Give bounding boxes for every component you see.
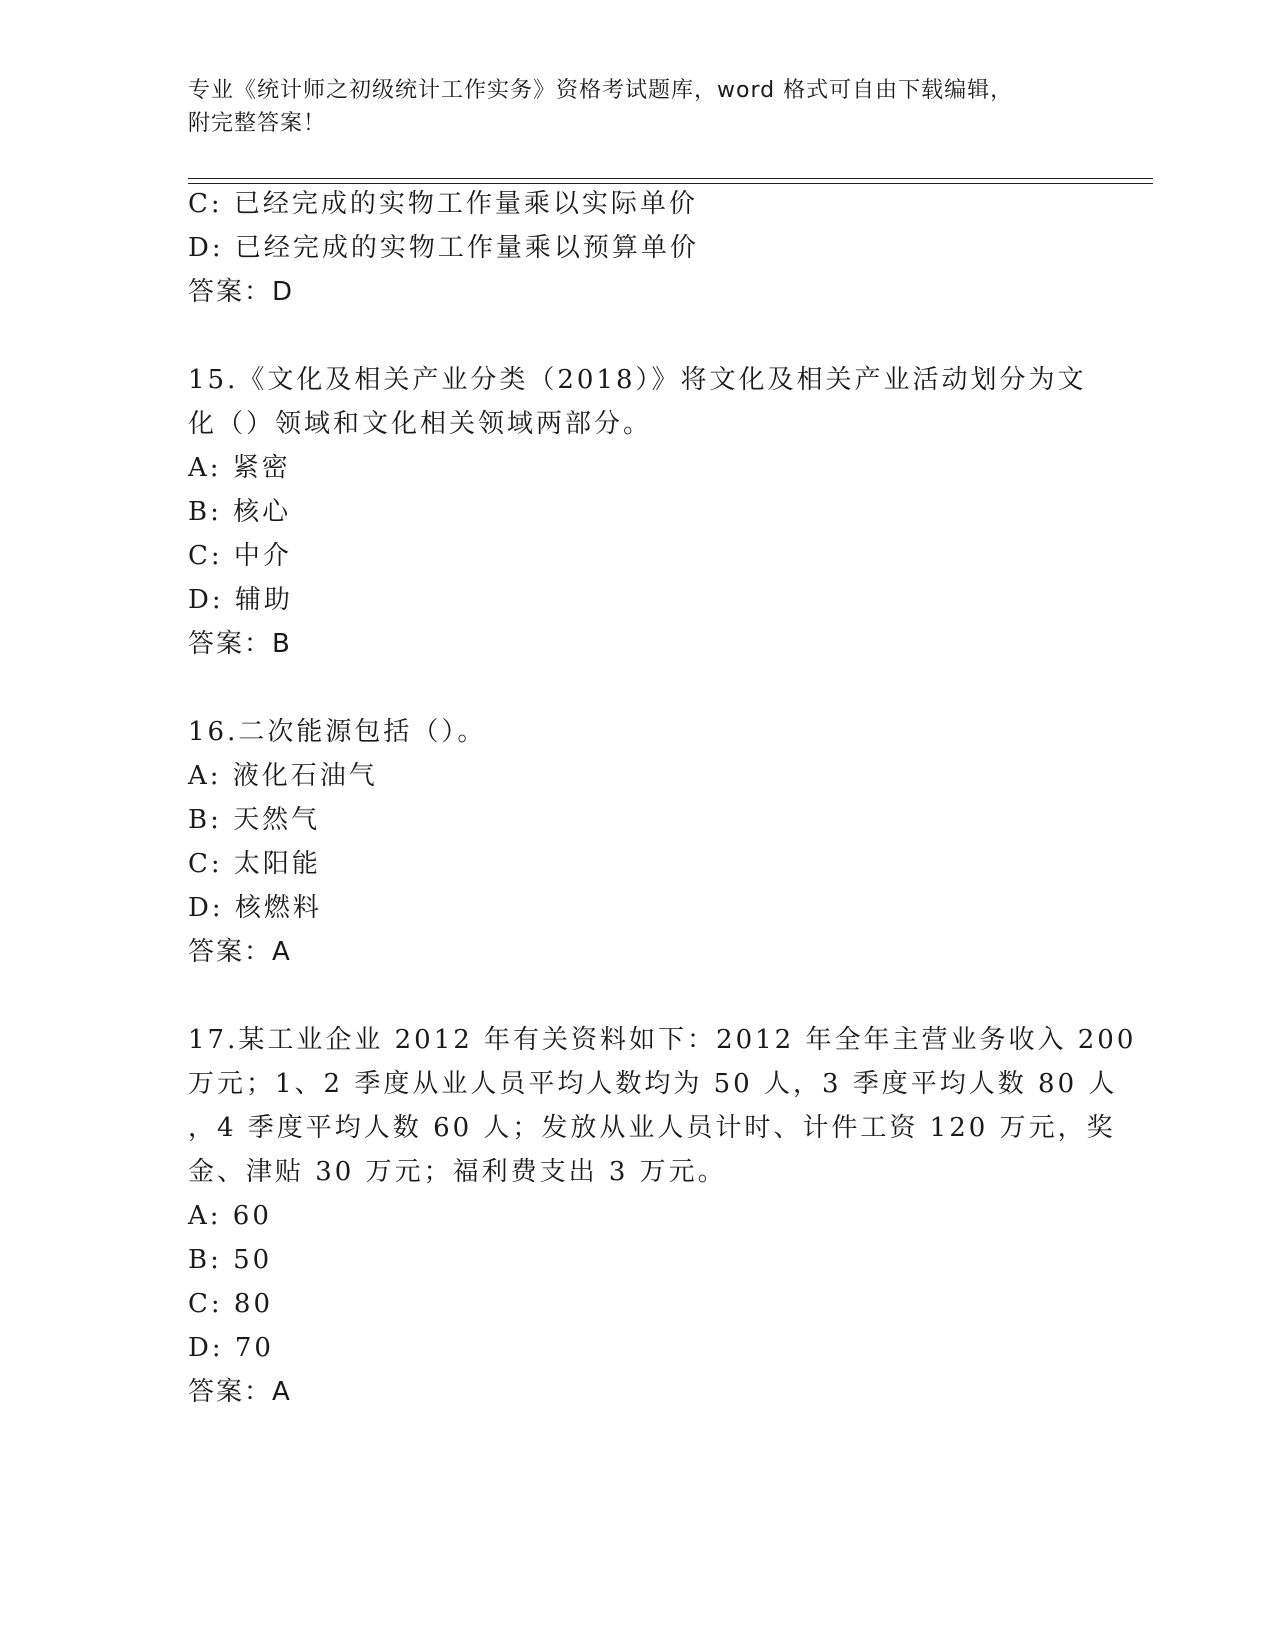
q15-option-b: B: 核心 xyxy=(188,497,292,527)
q17-stem-line-4: 金、津贴 30 万元；福利费支出 3 万元。 xyxy=(188,1157,727,1187)
q17-answer: 答案：A xyxy=(188,1377,292,1407)
q17-option-a: A: 60 xyxy=(188,1201,272,1231)
q14-option-d: D: 已经完成的实物工作量乘以预算单价 xyxy=(188,233,699,263)
header-line-2: 附完整答案！ xyxy=(188,111,327,136)
q15-option-d: D: 辅助 xyxy=(188,585,293,615)
q17-option-b: B: 50 xyxy=(188,1245,273,1275)
q17-option-c: C: 80 xyxy=(188,1289,274,1319)
q15-stem-line-2: 化（）领域和文化相关领域两部分。 xyxy=(188,409,653,439)
header-line-1: 专业《统计师之初级统计工作实务》资格考试题库，word 格式可自由下载编辑， xyxy=(188,78,1014,103)
q15-stem-line-1: 15.《文化及相关产业分类（2018）》将文化及相关产业活动划分为文 xyxy=(188,365,1087,395)
q15-answer: 答案：B xyxy=(188,629,292,659)
q16-option-c: C: 太阳能 xyxy=(188,849,321,879)
q16-option-a: A: 液化石油气 xyxy=(188,761,378,791)
header-divider-top xyxy=(188,178,1153,179)
q15-option-a: A: 紧密 xyxy=(188,453,291,483)
q16-answer: 答案：A xyxy=(188,937,292,967)
q14-answer: 答案：D xyxy=(188,277,295,307)
q17-stem-line-2: 万元；1、2 季度从业人员平均人数均为 50 人，3 季度平均人数 80 人 xyxy=(188,1069,1118,1099)
q16-stem-line-1: 16.二次能源包括（）。 xyxy=(188,717,487,747)
q17-stem-line-1: 17.某工业企业 2012 年有关资料如下：2012 年全年主营业务收入 200 xyxy=(188,1025,1137,1055)
document-header xyxy=(188,74,1068,140)
q15-option-c: C: 中介 xyxy=(188,541,292,571)
q16-option-b: B: 天然气 xyxy=(188,805,321,835)
q14-option-c: C: 已经完成的实物工作量乘以实际单价 xyxy=(188,189,698,219)
q16-option-d: D: 核燃料 xyxy=(188,893,322,923)
q17-option-d: D: 70 xyxy=(188,1333,274,1363)
q17-stem-line-3: ，4 季度平均人数 60 人；发放从业人员计时、计件工资 120 万元，奖 xyxy=(188,1113,1116,1143)
